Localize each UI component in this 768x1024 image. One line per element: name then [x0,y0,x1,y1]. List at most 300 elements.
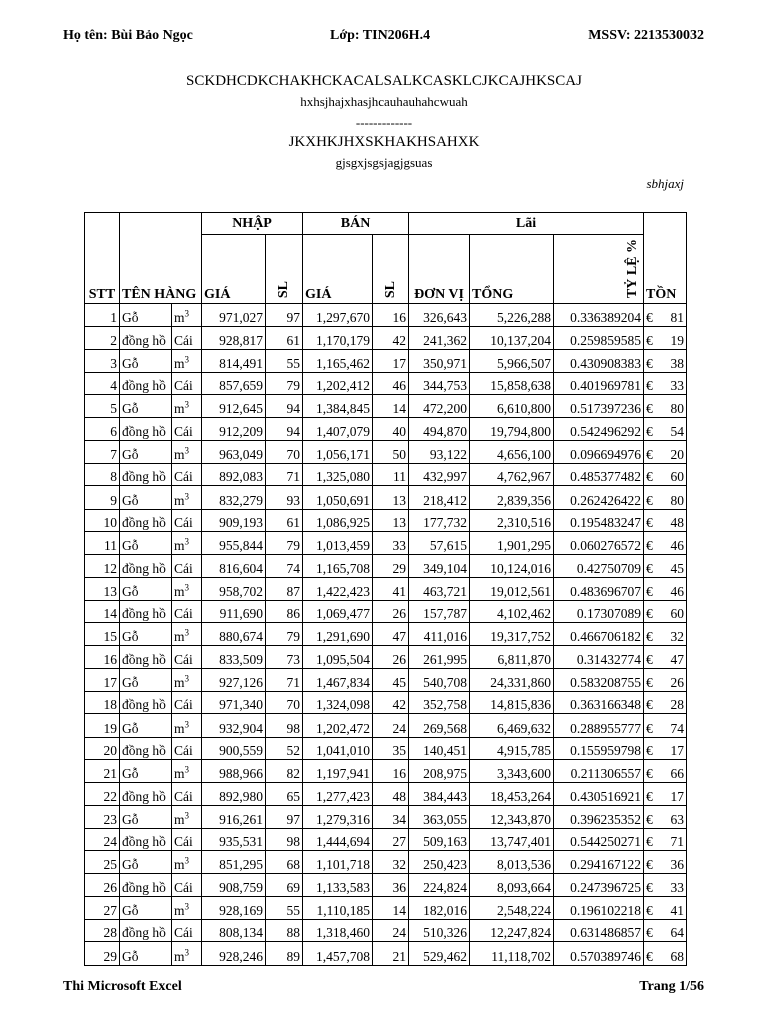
cell-sl-nhap: 73 [266,646,303,668]
cell-sl-ban: 33 [373,531,409,554]
table-row [85,805,687,828]
cell-gia-ban: 1,133,583 [303,874,373,896]
cell-gia-nhap: 833,509 [202,646,266,668]
student-id: MSSV: 2213530032 [588,28,704,43]
cell-sl-ban: 50 [373,440,409,463]
cell-ton [644,600,687,622]
cell-don-vi: 540,708 [409,668,470,691]
cell-ten-hang: đồng hồ [120,464,172,486]
cell-sl-nhap: 79 [266,372,303,394]
cell-ten-hang: Gỗ [120,851,172,874]
cell-unit [172,395,202,418]
cell-gia-nhap: 912,209 [202,418,266,440]
cell-unit [172,577,202,600]
cell-stt: 26 [85,874,120,896]
cell-tong: 4,915,785 [470,737,554,759]
cell-ton [644,942,687,965]
table-row [85,896,687,919]
currency-symbol: € [646,560,653,576]
cell-stt: 9 [85,486,120,509]
unit-base: m [174,538,185,554]
cell-ten-hang: Gỗ [120,304,172,327]
cell-gia-nhap: 928,169 [202,896,266,919]
cell-tong: 8,093,664 [470,874,554,896]
cell-tong: 2,839,356 [470,486,554,509]
cell-ton [644,395,687,418]
cell-don-vi: 363,055 [409,805,470,828]
cell-sl-nhap: 55 [266,349,303,372]
currency-symbol: € [646,447,653,463]
cell-ten-hang: Gỗ [120,942,172,965]
cell-don-vi: 432,997 [409,464,470,486]
cell-don-vi: 140,451 [409,737,470,759]
cell-sl-ban: 34 [373,805,409,828]
cell-ten-hang: Gỗ [120,896,172,919]
title-line-4: JKXHKJHXSKHAKHSAHXK [288,134,480,150]
unit-exponent: 3 [184,673,190,684]
currency-symbol: € [646,675,653,691]
cell-ten-hang: đồng hồ [120,874,172,896]
cell-stt: 6 [85,418,120,440]
ton-value: 33 [670,879,685,895]
cell-tong: 6,811,870 [470,646,554,668]
ton-value: 19 [670,332,685,348]
cell-don-vi: 411,016 [409,623,470,646]
cell-ty-le: 0.517397236 [554,395,644,418]
currency-symbol: € [646,310,653,326]
unit-exponent: 3 [184,445,190,456]
cell-gia-nhap: 971,340 [202,692,266,714]
cell-ten-hang: đồng hồ [120,327,172,349]
cell-sl-nhap: 98 [266,714,303,737]
cell-don-vi: 529,462 [409,942,470,965]
ton-value: 32 [670,629,685,645]
cell-gia-nhap: 814,491 [202,349,266,372]
col-sl-ban-label: SL [382,280,398,298]
ton-value: 17 [670,788,685,804]
header-row-groups [85,213,687,235]
currency-symbol: € [646,834,653,850]
cell-unit [172,304,202,327]
cell-gia-nhap: 955,844 [202,531,266,554]
cell-unit [172,623,202,646]
signature-text: sbhjaxj [646,176,684,191]
cell-ton [644,737,687,759]
cell-sl-ban: 42 [373,327,409,349]
cell-ten-hang: đồng hồ [120,600,172,622]
table-row [85,395,687,418]
cell-gia-nhap: 971,027 [202,304,266,327]
cell-ty-le: 0.542496292 [554,418,644,440]
currency-symbol: € [646,355,653,371]
cell-ty-le: 0.466706182 [554,623,644,646]
table-row [85,531,687,554]
unit-base: m [174,355,185,371]
cell-unit [172,440,202,463]
cell-sl-nhap: 87 [266,577,303,600]
ton-value: 28 [670,697,685,713]
cell-ty-le: 0.17307089 [554,600,644,622]
cell-gia-nhap: 816,604 [202,555,266,577]
ton-value: 33 [670,378,685,394]
cell-sl-ban: 29 [373,555,409,577]
cell-sl-ban: 11 [373,464,409,486]
cell-ten-hang: Gỗ [120,623,172,646]
cell-gia-ban: 1,165,708 [303,555,373,577]
cell-sl-nhap: 97 [266,304,303,327]
cell-ton [644,486,687,509]
ton-value: 81 [670,310,685,326]
cell-gia-nhap: 928,246 [202,942,266,965]
cell-ten-hang: Gỗ [120,440,172,463]
cell-unit: Cái [172,555,202,577]
footer-left: Thi Microsoft Excel [63,979,182,994]
unit-exponent: 3 [184,901,190,912]
cell-ty-le: 0.259859585 [554,327,644,349]
class-label: Lớp: TIN206H.4 [330,28,431,43]
cell-tong: 2,548,224 [470,896,554,919]
cell-tong: 2,310,516 [470,509,554,531]
table-row [85,349,687,372]
currency-symbol: € [646,903,653,919]
cell-ty-le: 0.42750709 [554,555,644,577]
cell-gia-nhap: 927,126 [202,668,266,691]
cell-sl-nhap: 94 [266,395,303,418]
cell-don-vi: 352,758 [409,692,470,714]
col-gia-ban: GIÁ [303,235,373,304]
cell-ton [644,896,687,919]
cell-tong: 6,469,632 [470,714,554,737]
cell-unit [172,942,202,965]
cell-don-vi: 472,200 [409,395,470,418]
cell-sl-ban: 36 [373,874,409,896]
unit-base: m [174,811,185,827]
ton-value: 66 [670,766,685,782]
unit-base: m [174,629,185,645]
cell-don-vi: 326,643 [409,304,470,327]
cell-ton [644,692,687,714]
cell-don-vi: 509,163 [409,828,470,850]
cell-ty-le: 0.483696707 [554,577,644,600]
table-row [85,555,687,577]
cell-unit: Cái [172,509,202,531]
currency-symbol: € [646,879,653,895]
currency-symbol: € [646,583,653,599]
table-row [85,440,687,463]
cell-tong: 5,226,288 [470,304,554,327]
unit-exponent: 3 [184,627,190,638]
cell-gia-ban: 1,384,845 [303,395,373,418]
cell-tong: 3,343,600 [470,759,554,782]
cell-unit: Cái [172,874,202,896]
title-line-1: SCKDHCDKCHAKHCKACALSALKCASKLCJKCAJHKSCAJ [186,73,582,89]
cell-stt: 16 [85,646,120,668]
table-row [85,509,687,531]
cell-unit: Cái [172,600,202,622]
col-ty-le [554,235,644,304]
table-row [85,464,687,486]
cell-ty-le: 0.401969781 [554,372,644,394]
table-row [85,851,687,874]
cell-sl-nhap: 89 [266,942,303,965]
cell-unit: Cái [172,692,202,714]
cell-ton [644,714,687,737]
ton-value: 60 [670,469,685,485]
cell-ten-hang: Gỗ [120,349,172,372]
cell-unit: Cái [172,737,202,759]
unit-base: m [174,903,185,919]
cell-ton [644,509,687,531]
unit-exponent: 3 [184,399,190,410]
table-row [85,874,687,896]
cell-unit: Cái [172,464,202,486]
cell-stt: 12 [85,555,120,577]
col-ten-hang: TÊN HÀNG [120,213,202,304]
cell-ten-hang: đồng hồ [120,828,172,850]
ton-value: 64 [670,925,685,941]
cell-sl-nhap: 68 [266,851,303,874]
table-row [85,920,687,942]
cell-don-vi: 250,423 [409,851,470,874]
cell-stt: 5 [85,395,120,418]
cell-stt: 19 [85,714,120,737]
cell-stt: 28 [85,920,120,942]
unit-base: m [174,720,185,736]
cell-ty-le: 0.096694976 [554,440,644,463]
cell-sl-nhap: 69 [266,874,303,896]
cell-tong: 5,966,507 [470,349,554,372]
table-row [85,600,687,622]
cell-ton [644,577,687,600]
ton-value: 46 [670,538,685,554]
cell-gia-ban: 1,086,925 [303,509,373,531]
cell-tong: 8,013,536 [470,851,554,874]
cell-gia-ban: 1,165,462 [303,349,373,372]
currency-symbol: € [646,629,653,645]
cell-gia-ban: 1,202,472 [303,714,373,737]
cell-gia-ban: 1,279,316 [303,805,373,828]
unit-base: m [174,310,185,326]
cell-unit: Cái [172,920,202,942]
cell-sl-ban: 13 [373,509,409,531]
cell-sl-ban: 13 [373,486,409,509]
cell-ten-hang: Gỗ [120,759,172,782]
cell-stt: 25 [85,851,120,874]
cell-ton [644,805,687,828]
unit-base: m [174,583,185,599]
currency-symbol: € [646,538,653,554]
ton-value: 20 [670,447,685,463]
cell-sl-nhap: 74 [266,555,303,577]
cell-tong: 15,858,638 [470,372,554,394]
currency-symbol: € [646,788,653,804]
cell-unit [172,486,202,509]
table-row [85,942,687,965]
cell-don-vi: 494,870 [409,418,470,440]
cell-ton [644,828,687,850]
cell-ty-le: 0.430516921 [554,783,644,805]
cell-don-vi: 157,787 [409,600,470,622]
table-row [85,828,687,850]
ton-value: 41 [670,903,685,919]
currency-symbol: € [646,492,653,508]
ton-value: 26 [670,675,685,691]
cell-ty-le: 0.336389204 [554,304,644,327]
cell-ty-le: 0.570389746 [554,942,644,965]
unit-base: m [174,447,185,463]
cell-gia-ban: 1,467,834 [303,668,373,691]
col-sl-nhap-label: SL [276,280,292,298]
col-don-vi: ĐƠN VỊ [409,235,470,304]
cell-stt: 20 [85,737,120,759]
cell-ten-hang: đồng hồ [120,920,172,942]
cell-ty-le: 0.155959798 [554,737,644,759]
ton-value: 74 [670,720,685,736]
cell-stt: 21 [85,759,120,782]
cell-tong: 6,610,800 [470,395,554,418]
cell-ten-hang: đồng hồ [120,509,172,531]
table-row [85,623,687,646]
cell-don-vi: 208,975 [409,759,470,782]
cell-don-vi: 463,721 [409,577,470,600]
cell-ten-hang: đồng hồ [120,692,172,714]
currency-symbol: € [646,423,653,439]
currency-symbol: € [646,811,653,827]
table-row [85,486,687,509]
cell-unit [172,349,202,372]
footer-page-number: Trang 1/56 [639,979,704,994]
cell-ty-le: 0.396235352 [554,805,644,828]
cell-ton [644,851,687,874]
unit-exponent: 3 [184,764,190,775]
cell-don-vi: 177,732 [409,509,470,531]
cell-ty-le: 0.196102218 [554,896,644,919]
cell-ty-le: 0.363166348 [554,692,644,714]
cell-ty-le: 0.195483247 [554,509,644,531]
cell-tong: 11,118,702 [470,942,554,965]
col-sl-ban [373,235,409,304]
cell-sl-ban: 45 [373,668,409,691]
cell-sl-ban: 24 [373,920,409,942]
cell-gia-ban: 1,041,010 [303,737,373,759]
ton-value: 71 [670,834,685,850]
cell-don-vi: 349,104 [409,555,470,577]
cell-sl-ban: 26 [373,646,409,668]
cell-don-vi: 344,753 [409,372,470,394]
cell-gia-nhap: 892,083 [202,464,266,486]
cell-unit: Cái [172,828,202,850]
cell-sl-nhap: 79 [266,531,303,554]
unit-exponent: 3 [184,308,190,319]
ton-value: 46 [670,583,685,599]
cell-ty-le: 0.288955777 [554,714,644,737]
cell-tong: 4,102,462 [470,600,554,622]
cell-gia-ban: 1,170,179 [303,327,373,349]
cell-gia-nhap: 916,261 [202,805,266,828]
unit-exponent: 3 [184,855,190,866]
cell-gia-ban: 1,013,459 [303,531,373,554]
cell-sl-ban: 27 [373,828,409,850]
cell-gia-ban: 1,277,423 [303,783,373,805]
cell-sl-ban: 35 [373,737,409,759]
cell-tong: 24,331,860 [470,668,554,691]
cell-sl-nhap: 98 [266,828,303,850]
cell-gia-ban: 1,325,080 [303,464,373,486]
cell-sl-nhap: 79 [266,623,303,646]
cell-sl-nhap: 71 [266,464,303,486]
cell-ton [644,874,687,896]
cell-ton [644,440,687,463]
cell-don-vi: 218,412 [409,486,470,509]
cell-gia-ban: 1,110,185 [303,896,373,919]
cell-unit [172,668,202,691]
cell-ten-hang: đồng hồ [120,555,172,577]
cell-ty-le: 0.544250271 [554,828,644,850]
cell-sl-ban: 17 [373,349,409,372]
cell-tong: 1,901,295 [470,531,554,554]
cell-gia-nhap: 832,279 [202,486,266,509]
cell-sl-nhap: 97 [266,805,303,828]
cell-gia-ban: 1,291,690 [303,623,373,646]
cell-ty-le: 0.583208755 [554,668,644,691]
cell-sl-nhap: 61 [266,509,303,531]
cell-unit [172,714,202,737]
title-line-2: hxhsjhajxhasjhcauhauhahcwuah [300,94,468,109]
col-ton: TỒN [644,213,687,304]
cell-sl-ban: 46 [373,372,409,394]
cell-don-vi: 57,615 [409,531,470,554]
ton-value: 63 [670,811,685,827]
currency-symbol: € [646,857,653,873]
unit-base: m [174,948,185,964]
table-row [85,327,687,349]
cell-stt: 8 [85,464,120,486]
cell-ton [644,304,687,327]
cell-sl-nhap: 88 [266,920,303,942]
cell-unit: Cái [172,646,202,668]
cell-ty-le: 0.211306557 [554,759,644,782]
cell-stt: 23 [85,805,120,828]
cell-gia-nhap: 900,559 [202,737,266,759]
ton-value: 47 [670,651,685,667]
cell-stt: 3 [85,349,120,372]
group-ban: BÁN [303,213,409,235]
ton-value: 38 [670,355,685,371]
cell-stt: 18 [85,692,120,714]
cell-sl-nhap: 71 [266,668,303,691]
ton-value: 17 [670,742,685,758]
cell-gia-ban: 1,422,423 [303,577,373,600]
cell-sl-nhap: 70 [266,692,303,714]
table-row [85,646,687,668]
cell-gia-ban: 1,101,718 [303,851,373,874]
cell-tong: 4,656,100 [470,440,554,463]
table-row [85,577,687,600]
cell-ten-hang: đồng hồ [120,418,172,440]
cell-stt: 13 [85,577,120,600]
cell-stt: 7 [85,440,120,463]
cell-ty-le: 0.262426422 [554,486,644,509]
cell-sl-nhap: 70 [266,440,303,463]
table-row [85,418,687,440]
title-line-5: gjsgxjsgsjagjgsuas [335,155,433,170]
cell-sl-ban: 21 [373,942,409,965]
cell-gia-nhap: 958,702 [202,577,266,600]
unit-exponent: 3 [184,810,190,821]
table-row [85,668,687,691]
col-stt: STT [85,213,120,304]
currency-symbol: € [646,742,653,758]
